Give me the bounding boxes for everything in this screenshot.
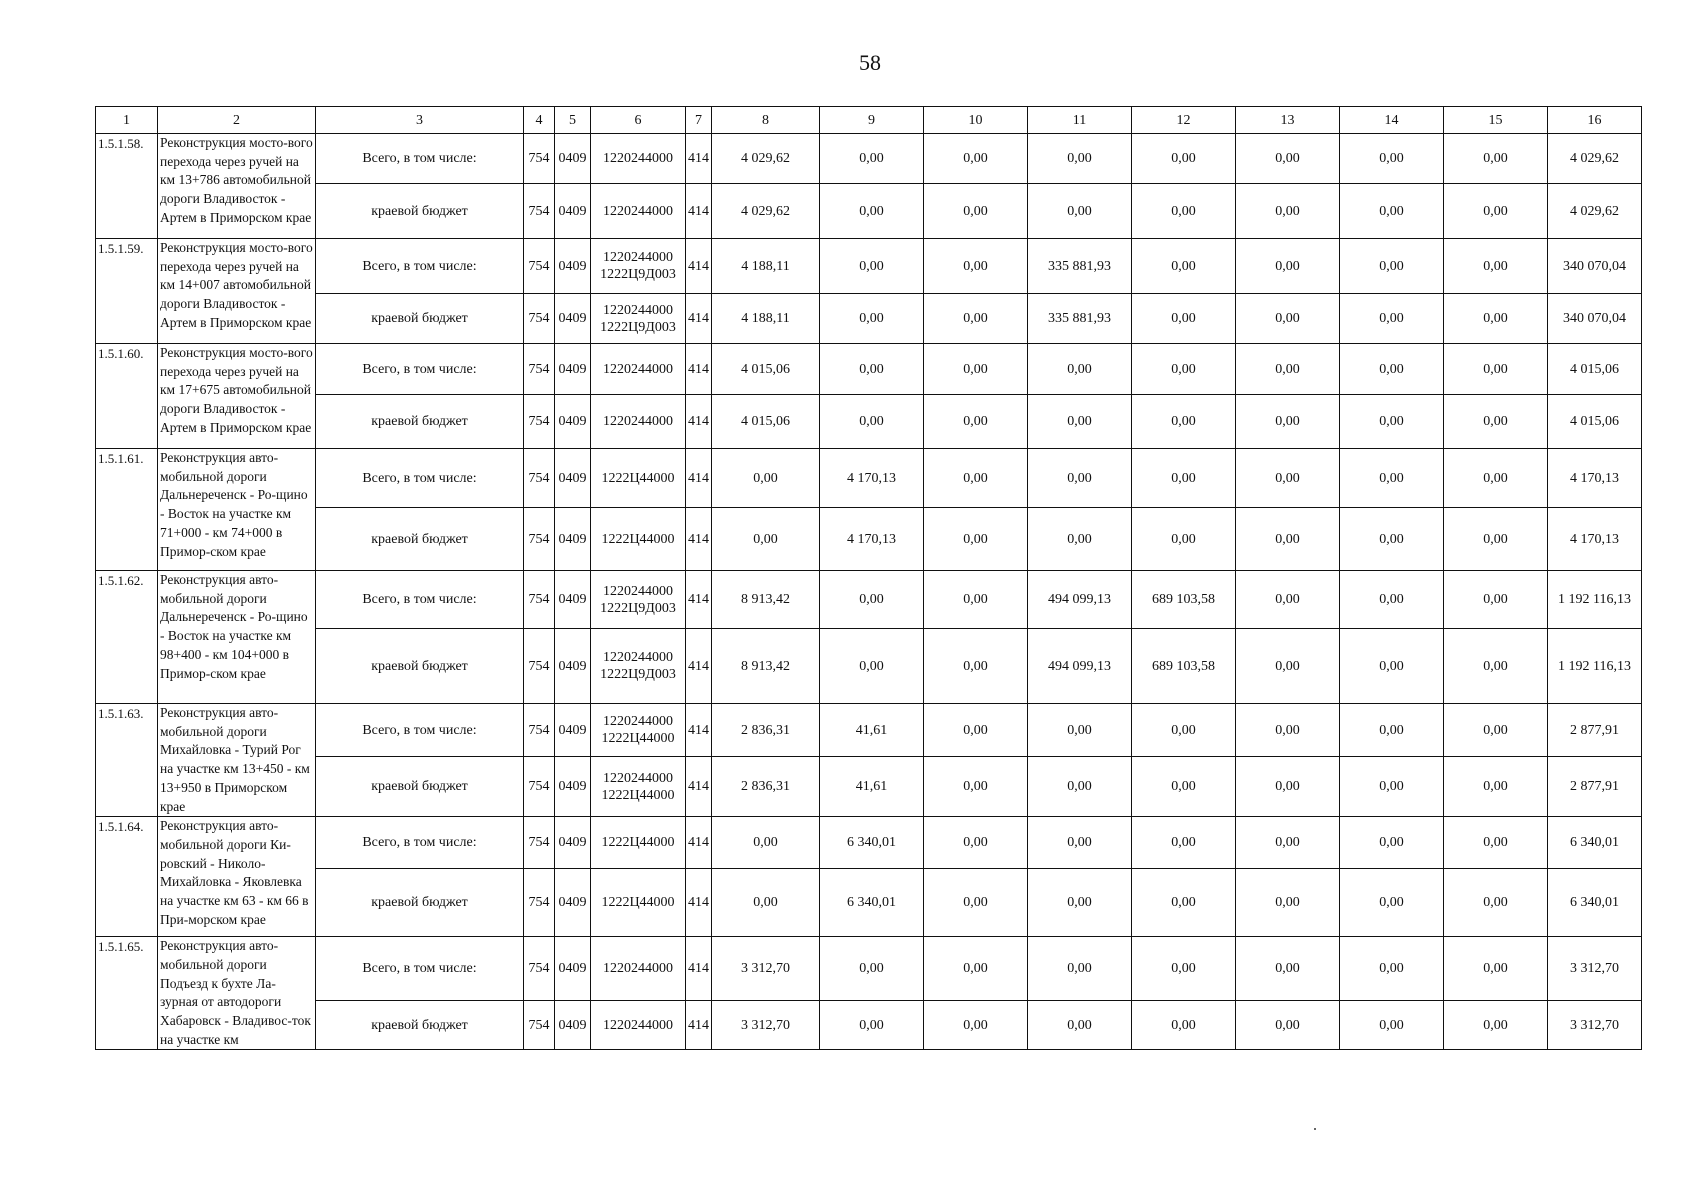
amount-cell: 4 029,62 [712,184,820,239]
code-grbs: 754 [524,344,555,395]
amount-cell: 0,00 [1028,134,1132,184]
code-section: 0409 [555,184,591,239]
amount-cell: 4 170,13 [1548,508,1642,571]
amount-cell: 0,00 [924,571,1028,629]
code-expense-type: 414 [686,344,712,395]
table-row [96,937,1642,1001]
funding-source: краевой бюджет [316,629,524,704]
table-row [96,184,1642,239]
amount-cell: 0,00 [712,508,820,571]
funding-source: Всего, в том числе: [316,134,524,184]
code-grbs: 754 [524,704,555,757]
column-number-row [96,107,1642,134]
amount-cell: 0,00 [1340,869,1444,937]
amount-cell: 3 312,70 [1548,1001,1642,1050]
amount-cell: 0,00 [1340,757,1444,817]
code-section: 0409 [555,817,591,869]
code-grbs: 754 [524,629,555,704]
amount-cell: 340 070,04 [1548,294,1642,344]
code-section: 0409 [555,294,591,344]
item-number: 1.5.1.59. [96,239,158,344]
code-section: 0409 [555,134,591,184]
amount-cell: 4 170,13 [820,508,924,571]
amount-cell: 0,00 [1028,1001,1132,1050]
amount-cell: 0,00 [1236,239,1340,294]
item-number: 1.5.1.62. [96,571,158,704]
amount-cell: 0,00 [1028,184,1132,239]
code-target-article: 1222Ц44000 [591,869,686,937]
code-expense-type: 414 [686,817,712,869]
column-header: 1 [96,107,158,134]
code-expense-type: 414 [686,134,712,184]
amount-cell: 0,00 [1444,184,1548,239]
amount-cell: 4 029,62 [1548,184,1642,239]
funding-source: Всего, в том числе: [316,704,524,757]
code-section: 0409 [555,344,591,395]
amount-cell: 3 312,70 [1548,937,1642,1001]
amount-cell: 0,00 [1340,937,1444,1001]
table-row [96,629,1642,704]
amount-cell: 0,00 [1132,344,1236,395]
column-header: 3 [316,107,524,134]
amount-cell: 0,00 [1132,704,1236,757]
amount-cell: 340 070,04 [1548,239,1642,294]
amount-cell: 0,00 [924,704,1028,757]
amount-cell: 0,00 [924,134,1028,184]
code-target-article: 1220244000 [591,1001,686,1050]
amount-cell: 0,00 [1028,704,1132,757]
amount-cell: 0,00 [1340,817,1444,869]
funding-source: краевой бюджет [316,395,524,449]
item-name: Реконструкция авто-мобильной дороги Подъезд к бухте Ла-зурная от автодороги Хабаровск - Владивос-ток на участке км [158,937,316,1050]
column-header: 16 [1548,107,1642,134]
amount-cell: 0,00 [1236,817,1340,869]
amount-cell: 0,00 [1236,937,1340,1001]
table-row [96,704,1642,757]
amount-cell: 0,00 [820,184,924,239]
item-name: Реконструкция авто-мобильной дороги Дальнереченск - Ро-щино - Восток на участке км 71+000 - км 74+000 в Примор-ском крае [158,449,316,571]
code-target-article: 1222Ц44000 [591,508,686,571]
column-header: 7 [686,107,712,134]
funding-source: краевой бюджет [316,508,524,571]
amount-cell: 0,00 [1340,571,1444,629]
amount-cell: 41,61 [820,704,924,757]
amount-cell: 0,00 [1340,134,1444,184]
amount-cell: 2 877,91 [1548,704,1642,757]
amount-cell: 6 340,01 [1548,869,1642,937]
amount-cell: 0,00 [1236,869,1340,937]
code-expense-type: 414 [686,571,712,629]
amount-cell: 0,00 [1236,294,1340,344]
code-target-article: 1220244000 1222Ц9Д003 [591,629,686,704]
amount-cell: 0,00 [1444,937,1548,1001]
code-grbs: 754 [524,134,555,184]
code-grbs: 754 [524,817,555,869]
amount-cell: 0,00 [1132,239,1236,294]
amount-cell: 0,00 [924,449,1028,508]
amount-cell: 0,00 [1340,294,1444,344]
code-expense-type: 414 [686,395,712,449]
amount-cell: 0,00 [1340,1001,1444,1050]
column-header: 5 [555,107,591,134]
page-number: 58 [859,50,881,75]
amount-cell: 3 312,70 [712,1001,820,1050]
amount-cell: 2 877,91 [1548,757,1642,817]
amount-cell: 0,00 [820,937,924,1001]
amount-cell: 494 099,13 [1028,571,1132,629]
amount-cell: 0,00 [924,937,1028,1001]
amount-cell: 689 103,58 [1132,629,1236,704]
column-header: 11 [1028,107,1132,134]
code-expense-type: 414 [686,184,712,239]
amount-cell: 0,00 [1236,184,1340,239]
code-target-article: 1220244000 1222Ц44000 [591,704,686,757]
table-row [96,817,1642,869]
amount-cell: 0,00 [1340,395,1444,449]
amount-cell: 0,00 [1444,508,1548,571]
amount-cell: 0,00 [1236,571,1340,629]
item-name: Реконструкция мосто-вого перехода через ручей на км 14+007 автомобильной дороги Владивосток - Артем в Приморском крае [158,239,316,344]
code-target-article: 1220244000 [591,937,686,1001]
amount-cell: 0,00 [1340,184,1444,239]
code-target-article: 1220244000 1222Ц9Д003 [591,571,686,629]
code-target-article: 1220244000 1222Ц9Д003 [591,239,686,294]
amount-cell: 3 312,70 [712,937,820,1001]
code-grbs: 754 [524,449,555,508]
code-expense-type: 414 [686,937,712,1001]
amount-cell: 0,00 [712,817,820,869]
code-grbs: 754 [524,937,555,1001]
amount-cell: 0,00 [1028,449,1132,508]
code-section: 0409 [555,937,591,1001]
item-number: 1.5.1.65. [96,937,158,1050]
table-row [96,757,1642,817]
code-section: 0409 [555,704,591,757]
amount-cell: 0,00 [1444,239,1548,294]
column-header: 6 [591,107,686,134]
code-target-article: 1220244000 [591,395,686,449]
amount-cell: 4 029,62 [712,134,820,184]
code-target-article: 1220244000 [591,344,686,395]
column-header: 2 [158,107,316,134]
amount-cell: 0,00 [1028,395,1132,449]
code-section: 0409 [555,395,591,449]
table-row [96,869,1642,937]
amount-cell: 8 913,42 [712,571,820,629]
amount-cell: 6 340,01 [820,817,924,869]
code-expense-type: 414 [686,294,712,344]
column-header: 12 [1132,107,1236,134]
amount-cell: 0,00 [1028,757,1132,817]
code-grbs: 754 [524,508,555,571]
amount-cell: 0,00 [1028,344,1132,395]
amount-cell: 0,00 [1340,508,1444,571]
code-grbs: 754 [524,184,555,239]
funding-source: Всего, в том числе: [316,937,524,1001]
amount-cell: 6 340,01 [820,869,924,937]
amount-cell: 0,00 [1444,571,1548,629]
amount-cell: 335 881,93 [1028,239,1132,294]
amount-cell: 2 836,31 [712,704,820,757]
amount-cell: 6 340,01 [1548,817,1642,869]
column-header: 14 [1340,107,1444,134]
code-expense-type: 414 [686,449,712,508]
funding-source: Всего, в том числе: [316,817,524,869]
amount-cell: 0,00 [1444,134,1548,184]
amount-cell: 0,00 [1444,344,1548,395]
amount-cell: 0,00 [1132,134,1236,184]
funding-source: краевой бюджет [316,869,524,937]
amount-cell: 0,00 [1236,449,1340,508]
amount-cell: 4 188,11 [712,294,820,344]
code-section: 0409 [555,869,591,937]
amount-cell: 0,00 [1132,449,1236,508]
code-grbs: 754 [524,395,555,449]
amount-cell: 0,00 [1028,937,1132,1001]
table-row [96,395,1642,449]
code-target-article: 1220244000 [591,184,686,239]
amount-cell: 335 881,93 [1028,294,1132,344]
amount-cell: 0,00 [820,344,924,395]
column-header: 15 [1444,107,1548,134]
amount-cell: 0,00 [1132,817,1236,869]
funding-source: краевой бюджет [316,1001,524,1050]
amount-cell: 8 913,42 [712,629,820,704]
amount-cell: 4 188,11 [712,239,820,294]
amount-cell: 0,00 [1444,395,1548,449]
funding-source: Всего, в том числе: [316,344,524,395]
amount-cell: 0,00 [820,294,924,344]
amount-cell: 0,00 [1340,629,1444,704]
amount-cell: 0,00 [924,294,1028,344]
amount-cell: 0,00 [1132,869,1236,937]
amount-cell: 0,00 [1340,239,1444,294]
item-name: Реконструкция мосто-вого перехода через ручей на км 17+675 автомобильной дороги Владивосток - Артем в Приморском крае [158,344,316,449]
code-section: 0409 [555,571,591,629]
amount-cell: 0,00 [1340,449,1444,508]
item-name: Реконструкция мосто-вого перехода через ручей на км 13+786 автомобильной дороги Владивосток - Артем в Приморском крае [158,134,316,239]
amount-cell: 0,00 [924,184,1028,239]
code-grbs: 754 [524,239,555,294]
item-number: 1.5.1.61. [96,449,158,571]
table-row [96,508,1642,571]
code-grbs: 754 [524,571,555,629]
code-section: 0409 [555,239,591,294]
amount-cell: 0,00 [1236,1001,1340,1050]
amount-cell: 0,00 [820,395,924,449]
amount-cell: 0,00 [1236,508,1340,571]
amount-cell: 0,00 [1028,869,1132,937]
funding-source: краевой бюджет [316,184,524,239]
code-expense-type: 414 [686,704,712,757]
code-target-article: 1222Ц44000 [591,449,686,508]
amount-cell: 0,00 [1236,629,1340,704]
table-row [96,134,1642,184]
code-expense-type: 414 [686,869,712,937]
amount-cell: 0,00 [1444,629,1548,704]
amount-cell: 689 103,58 [1132,571,1236,629]
table-row [96,571,1642,629]
amount-cell: 0,00 [1132,1001,1236,1050]
amount-cell: 0,00 [1236,134,1340,184]
amount-cell: 0,00 [1028,817,1132,869]
amount-cell: 0,00 [1132,294,1236,344]
amount-cell: 0,00 [712,869,820,937]
column-header: 9 [820,107,924,134]
amount-cell: 41,61 [820,757,924,817]
code-grbs: 754 [524,757,555,817]
amount-cell: 0,00 [1340,704,1444,757]
code-expense-type: 414 [686,757,712,817]
amount-cell: 0,00 [1236,344,1340,395]
item-name: Реконструкция авто-мобильной дороги Михайловка - Турий Рог на участке км 13+450 - км 13+950 в Приморском крае [158,704,316,817]
amount-cell: 4 015,06 [1548,395,1642,449]
amount-cell: 2 836,31 [712,757,820,817]
amount-cell: 0,00 [924,1001,1028,1050]
amount-cell: 0,00 [924,239,1028,294]
code-section: 0409 [555,1001,591,1050]
funding-source: Всего, в том числе: [316,449,524,508]
amount-cell: 0,00 [1340,344,1444,395]
amount-cell: 0,00 [1444,294,1548,344]
code-section: 0409 [555,449,591,508]
amount-cell: 0,00 [924,817,1028,869]
amount-cell: 4 170,13 [820,449,924,508]
amount-cell: 0,00 [924,508,1028,571]
amount-cell: 0,00 [924,395,1028,449]
amount-cell: 0,00 [1444,869,1548,937]
code-expense-type: 414 [686,239,712,294]
amount-cell: 0,00 [820,1001,924,1050]
item-number: 1.5.1.60. [96,344,158,449]
amount-cell: 1 192 116,13 [1548,571,1642,629]
item-number: 1.5.1.63. [96,704,158,817]
amount-cell: 0,00 [712,449,820,508]
funding-source: Всего, в том числе: [316,239,524,294]
code-target-article: 1220244000 [591,134,686,184]
amount-cell: 0,00 [1444,817,1548,869]
code-grbs: 754 [524,1001,555,1050]
amount-cell: 0,00 [1132,508,1236,571]
amount-cell: 0,00 [1028,508,1132,571]
table-row [96,449,1642,508]
amount-cell: 0,00 [820,571,924,629]
amount-cell: 0,00 [1444,1001,1548,1050]
item-name: Реконструкция авто-мобильной дороги Ки-ровский - Николо-Михайловка - Яковлевка на участке км 63 - км 66 в При-морском крае [158,817,316,937]
code-target-article: 1220244000 1222Ц44000 [591,757,686,817]
item-name: Реконструкция авто-мобильной дороги Дальнереченск - Ро-щино - Восток на участке км 98+400 - км 104+000 в Примор-ском крае [158,571,316,704]
code-expense-type: 414 [686,508,712,571]
amount-cell: 0,00 [1236,757,1340,817]
amount-cell: 0,00 [1132,937,1236,1001]
amount-cell: 0,00 [924,629,1028,704]
funding-source: краевой бюджет [316,294,524,344]
amount-cell: 0,00 [820,134,924,184]
amount-cell: 0,00 [1444,704,1548,757]
amount-cell: 0,00 [1236,395,1340,449]
code-section: 0409 [555,508,591,571]
amount-cell: 4 015,06 [712,344,820,395]
column-header: 4 [524,107,555,134]
code-expense-type: 414 [686,629,712,704]
code-section: 0409 [555,629,591,704]
item-number: 1.5.1.58. [96,134,158,239]
amount-cell: 0,00 [924,757,1028,817]
amount-cell: 0,00 [1444,757,1548,817]
code-section: 0409 [555,757,591,817]
funding-source: краевой бюджет [316,757,524,817]
item-number: 1.5.1.64. [96,817,158,937]
table-row [96,1001,1642,1050]
column-header: 13 [1236,107,1340,134]
amount-cell: 0,00 [1132,395,1236,449]
code-grbs: 754 [524,294,555,344]
code-target-article: 1222Ц44000 [591,817,686,869]
budget-table [95,106,1642,1050]
amount-cell: 4 170,13 [1548,449,1642,508]
amount-cell: 0,00 [1132,184,1236,239]
amount-cell: 1 192 116,13 [1548,629,1642,704]
amount-cell: 4 015,06 [712,395,820,449]
amount-cell: 0,00 [820,239,924,294]
amount-cell: 4 015,06 [1548,344,1642,395]
amount-cell: 0,00 [924,344,1028,395]
amount-cell: 0,00 [820,629,924,704]
amount-cell: 494 099,13 [1028,629,1132,704]
code-expense-type: 414 [686,1001,712,1050]
table-row [96,294,1642,344]
code-target-article: 1220244000 1222Ц9Д003 [591,294,686,344]
amount-cell: 4 029,62 [1548,134,1642,184]
table-row [96,239,1642,294]
table-row [96,344,1642,395]
scan-speck [1314,1128,1316,1130]
code-grbs: 754 [524,869,555,937]
amount-cell: 0,00 [924,869,1028,937]
column-header: 10 [924,107,1028,134]
amount-cell: 0,00 [1132,757,1236,817]
amount-cell: 0,00 [1236,704,1340,757]
funding-source: Всего, в том числе: [316,571,524,629]
amount-cell: 0,00 [1444,449,1548,508]
column-header: 8 [712,107,820,134]
